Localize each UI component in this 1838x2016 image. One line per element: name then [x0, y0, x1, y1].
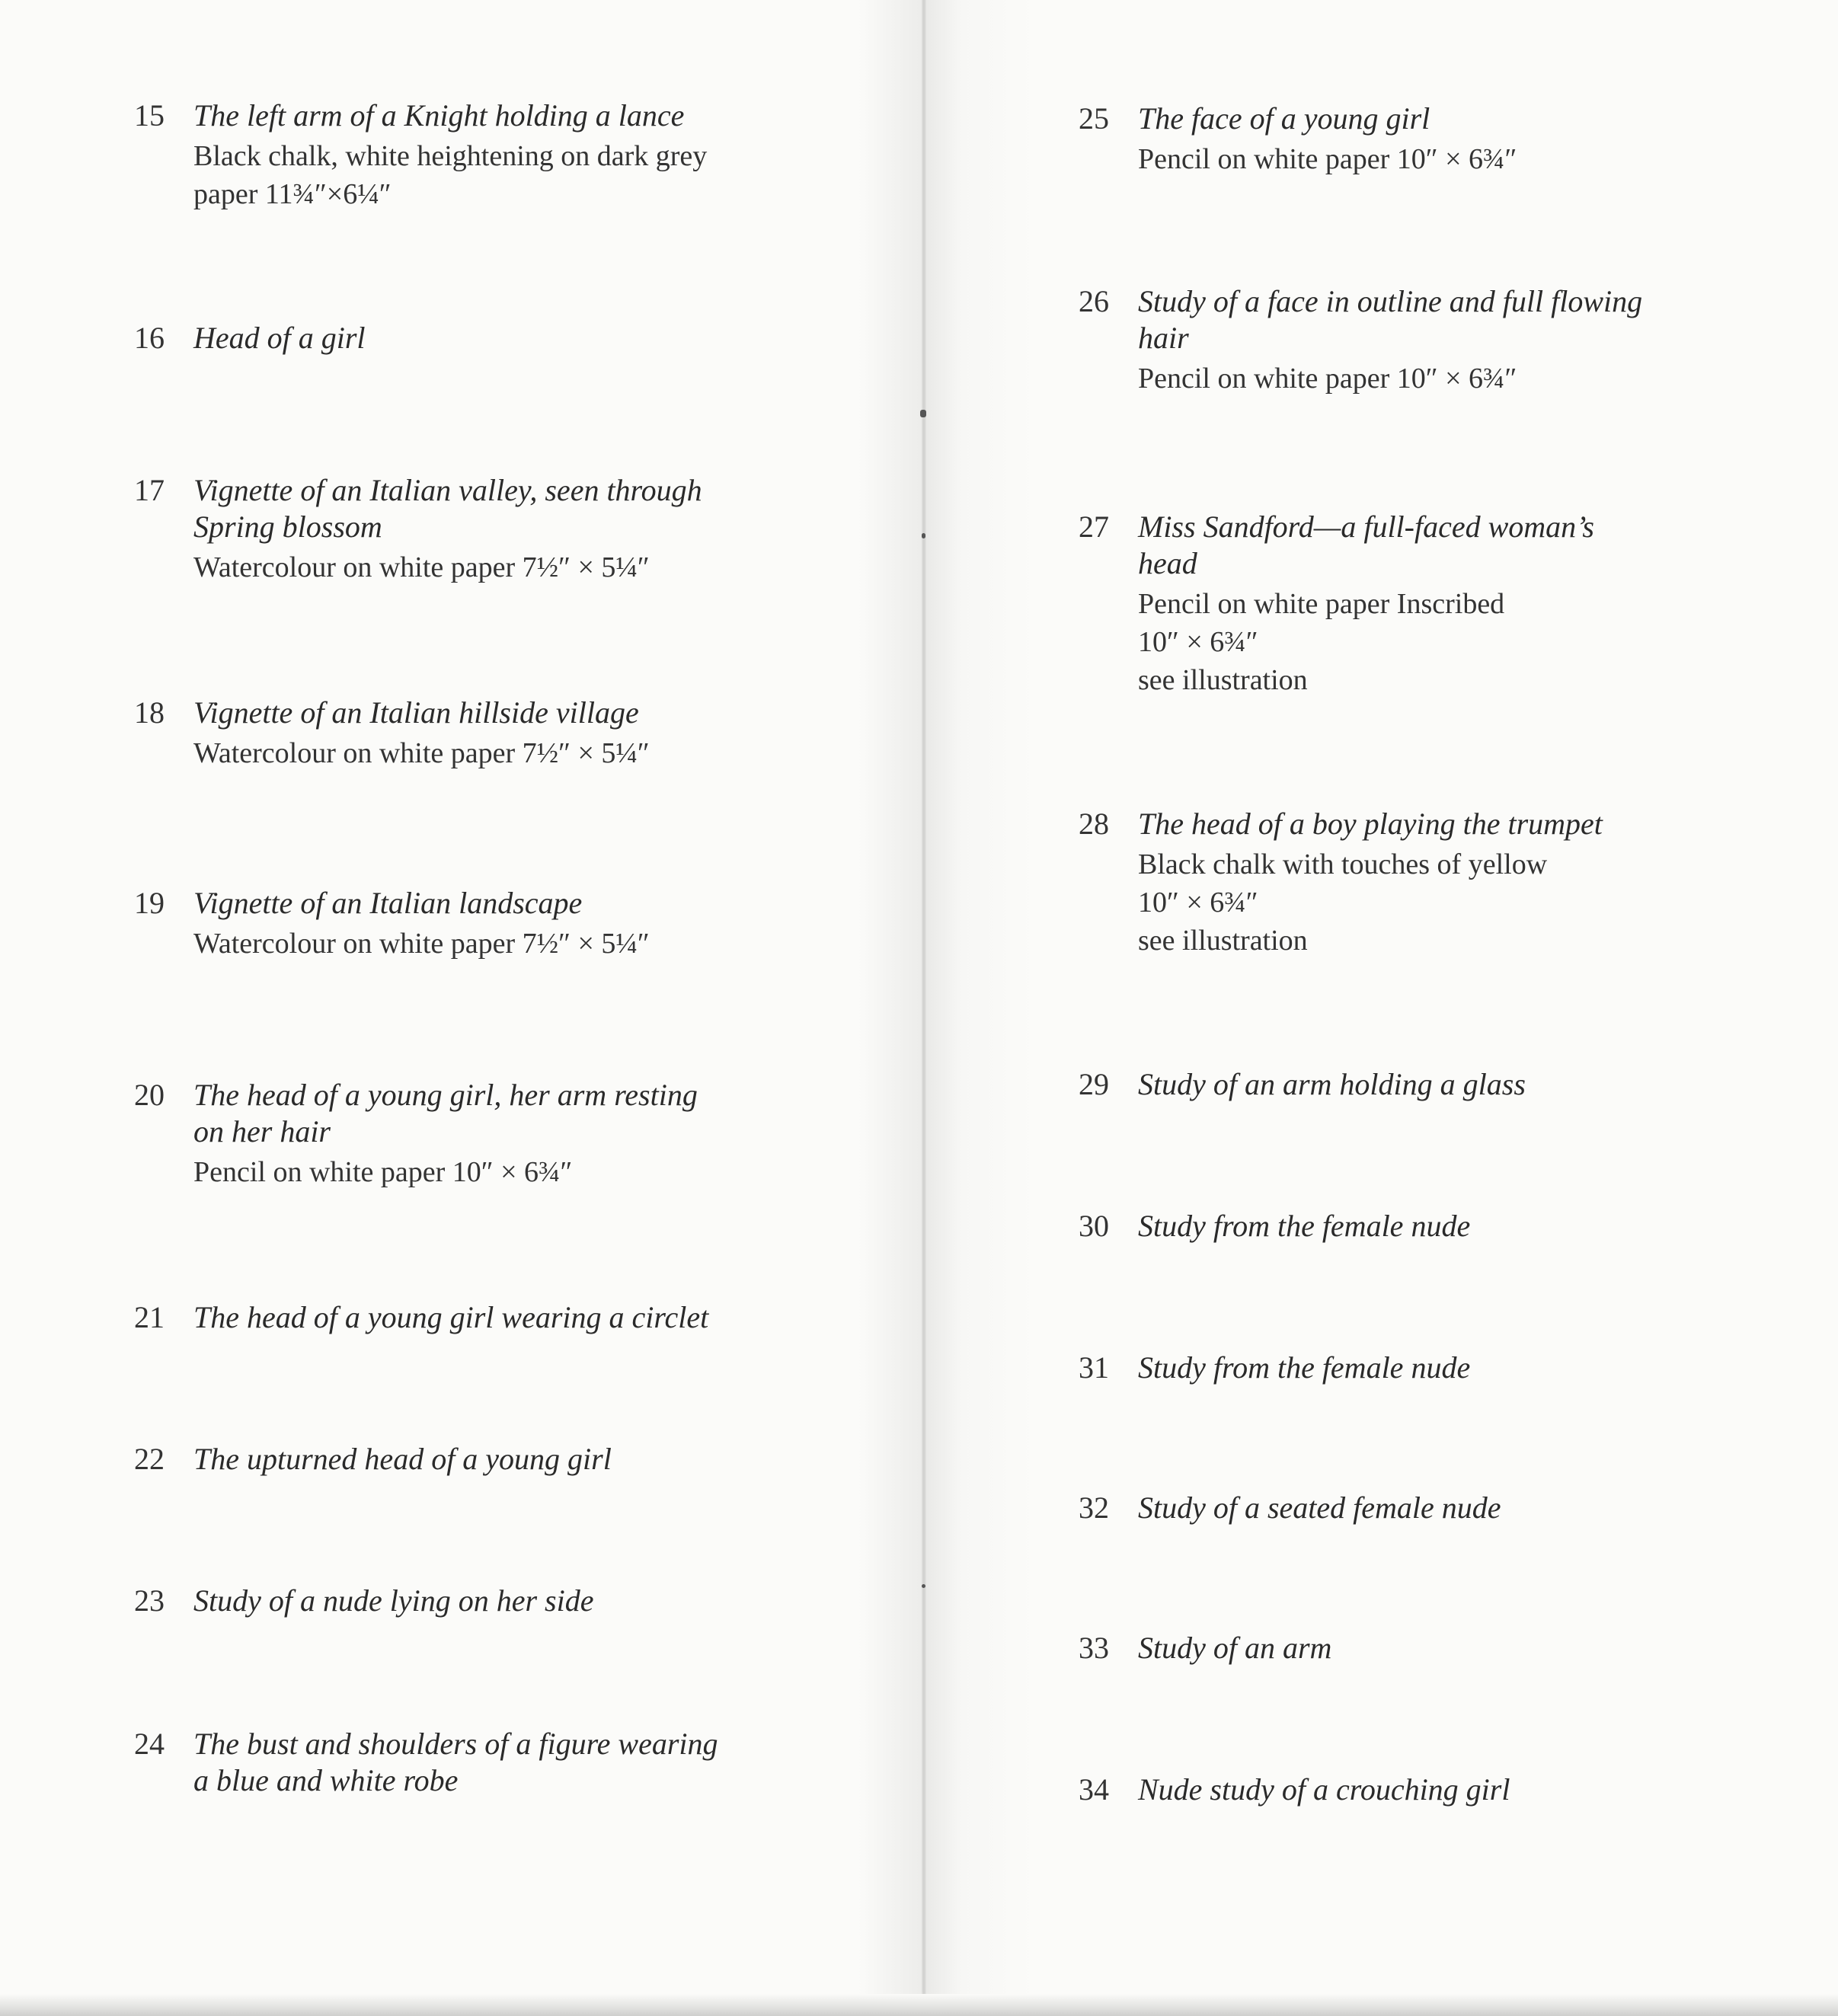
entry-title: The head of a young girl, her arm resting on her hair [193, 1078, 698, 1149]
entry-number: 26 [1079, 284, 1109, 318]
entry-description: Black chalk with touches of yellow 10″ × 6¾″ see illustration [1138, 848, 1548, 957]
entry-number: 32 [1079, 1490, 1109, 1525]
entry-number: 19 [134, 886, 165, 920]
entry-title: Study of an arm [1138, 1631, 1332, 1665]
entry-title: Study of a nude lying on her side [193, 1583, 594, 1618]
entry-description: Watercolour on white paper 7½″ × 5¼″ [193, 551, 650, 583]
entry-number: 28 [1079, 807, 1109, 841]
entry-number: 27 [1079, 510, 1109, 544]
entry-number: 33 [1079, 1631, 1109, 1665]
staple-mark [922, 533, 925, 538]
staple-mark [920, 410, 926, 417]
entry-title: Vignette of an Italian hillside village [193, 695, 639, 730]
entry-title: The head of a boy playing the trumpet [1138, 807, 1603, 841]
entry-title: Study from the female nude [1138, 1209, 1471, 1243]
entry-title: Head of a girl [193, 321, 366, 355]
entry-title: Vignette of an Italian landscape [193, 886, 583, 920]
entry-number: 20 [134, 1078, 165, 1112]
entry-title: Study of a face in outline and full flowing hair [1138, 284, 1643, 355]
book-gutter [922, 0, 926, 2016]
entry-description: Pencil on white paper 10″ × 6¾″ [1138, 143, 1517, 175]
entry-number: 23 [134, 1583, 165, 1618]
entry-title: The left arm of a Knight holding a lance [193, 98, 685, 133]
entry-number: 31 [1079, 1350, 1109, 1385]
entry-title: Vignette of an Italian valley, seen through Spring blossom [193, 473, 702, 544]
staple-mark [922, 1584, 925, 1588]
entry-number: 25 [1079, 101, 1109, 136]
entry-number: 30 [1079, 1209, 1109, 1243]
entry-number: 15 [134, 98, 165, 133]
entry-title: The upturned head of a young girl [193, 1442, 612, 1476]
entry-number: 16 [134, 321, 165, 355]
entry-description: Pencil on white paper 10″ × 6¾″ [193, 1156, 573, 1188]
entry-number: 34 [1079, 1772, 1109, 1807]
entry-title: The face of a young girl [1138, 101, 1430, 136]
entry-number: 29 [1079, 1067, 1109, 1101]
entry-description: Watercolour on white paper 7½″ × 5¼″ [193, 737, 650, 769]
entry-title: Miss Sandford—a full-faced woman’s head [1138, 510, 1594, 580]
entry-number: 21 [134, 1300, 165, 1334]
entry-description: Black chalk, white heightening on dark grey paper 11¾″×6¼″ [193, 140, 708, 210]
entry-title: Study of a seated female nude [1138, 1490, 1501, 1525]
entry-title: Nude study of a crouching girl [1138, 1772, 1510, 1807]
entry-number: 24 [134, 1727, 165, 1761]
page-bottom-edge [0, 1994, 1838, 2016]
entry-title: Study of an arm holding a glass [1138, 1067, 1526, 1101]
entry-number: 22 [134, 1442, 165, 1476]
entry-number: 17 [134, 473, 165, 507]
entry-title: The head of a young girl wearing a circlet [193, 1300, 709, 1334]
entry-description: Watercolour on white paper 7½″ × 5¼″ [193, 928, 650, 960]
entry-title: Study from the female nude [1138, 1350, 1471, 1385]
entry-number: 18 [134, 695, 165, 730]
entry-title: The bust and shoulders of a figure wearing a blue and white robe [193, 1727, 718, 1797]
entry-description: Pencil on white paper Inscribed 10″ × 6¾″ see illustration [1138, 588, 1505, 696]
entry-description: Pencil on white paper 10″ × 6¾″ [1138, 363, 1517, 395]
